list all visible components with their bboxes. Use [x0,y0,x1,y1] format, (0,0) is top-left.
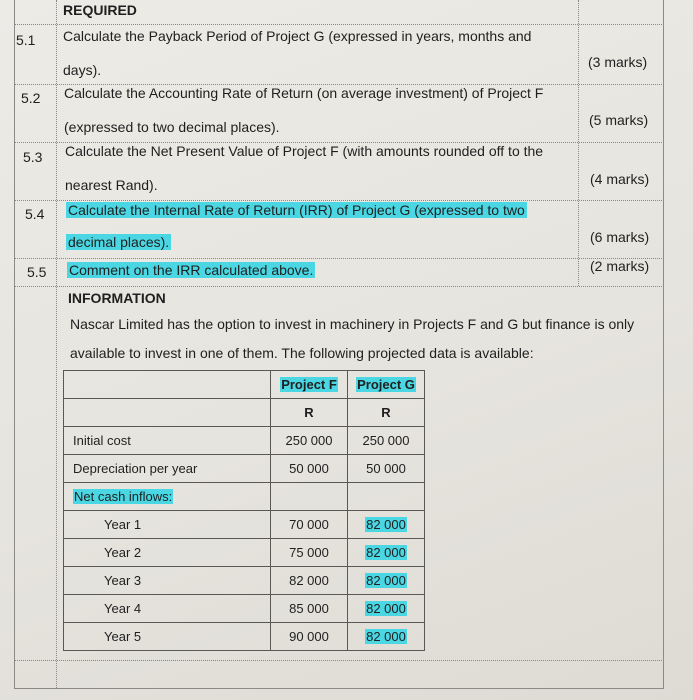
row-divider [14,24,662,25]
table-row [64,539,425,567]
table-row [64,511,425,539]
cell-g: 50 000 [348,455,425,483]
information-text: Nascar Limited has the option to invest in machinery in Projects F and G but finance is only [70,316,635,332]
column-header-project-g: Project G [357,377,415,392]
table-row [64,623,425,651]
row-label: Depreciation per year [64,455,271,483]
question-text: Calculate the Payback Period of Project G (expressed in years, months and [63,28,532,44]
row-divider [14,286,662,287]
cell-f: 90 000 [271,623,348,651]
question-number: 5.2 [21,90,41,106]
table-row [64,567,425,595]
cell-f: 70 000 [271,511,348,539]
highlighted-question [66,233,171,251]
table-row [64,455,425,483]
row-label: Initial cost [64,427,271,455]
cell-g: 82 000 [366,545,406,560]
cell-f: 250 000 [271,427,348,455]
marks-label: (6 marks) [590,229,650,245]
currency-g: R [348,399,425,427]
cell-g: 82 000 [366,517,406,532]
cell-g: 82 000 [366,629,406,644]
cell-f: 85 000 [271,595,348,623]
question-number: 5.3 [23,149,43,165]
row-divider [14,660,662,661]
table-row [64,595,425,623]
row-label: Year 2 [64,539,271,567]
question-text: (expressed to two decimal places). [64,119,280,135]
marks-label: (5 marks) [589,112,649,128]
row-label: Year 5 [64,623,271,651]
cell-f: 82 000 [271,567,348,595]
marks-divider [578,0,579,286]
table-row [64,371,425,399]
question-number: 5.5 [27,264,47,280]
table-row [64,483,425,511]
highlighted-question [67,261,315,279]
row-label: Net cash inflows: [74,489,173,504]
question-text: Comment on the IRR calculated above. [69,262,314,278]
marks-label: (3 marks) [588,54,648,70]
question-text: Calculate the Accounting Rate of Return (on average investment) of Project F [64,85,544,101]
cell-f: 50 000 [271,455,348,483]
table-row [64,399,425,427]
cell-g: 250 000 [348,427,425,455]
question-text: Calculate the Internal Rate of Return (IRR) of Project G (expressed to two [68,202,525,218]
currency-f: R [271,399,348,427]
question-text: days). [63,62,102,78]
question-text: Calculate the Net Present Value of Project F (with amounts rounded off to the [65,143,544,159]
marks-label: (4 marks) [590,171,650,187]
table-row [64,427,425,455]
column-divider [56,0,57,688]
question-number: 5.4 [25,206,45,222]
projected-data-table [63,370,425,651]
row-label: Year 4 [64,595,271,623]
required-heading: REQUIRED [63,2,137,18]
marks-label: (2 marks) [590,258,650,274]
column-header-project-f: Project F [281,377,337,392]
row-label: Year 1 [64,511,271,539]
cell-f: 75 000 [271,539,348,567]
question-text: nearest Rand). [65,177,158,193]
row-divider [14,258,662,259]
cell-g: 82 000 [366,573,406,588]
row-label: Year 3 [64,567,271,595]
question-number: 5.1 [16,32,36,48]
information-heading: INFORMATION [68,290,166,306]
cell-g: 82 000 [366,601,406,616]
question-text: decimal places). [68,234,170,250]
highlighted-question [66,201,527,219]
information-text: available to invest in one of them. The following projected data is available: [70,345,534,361]
